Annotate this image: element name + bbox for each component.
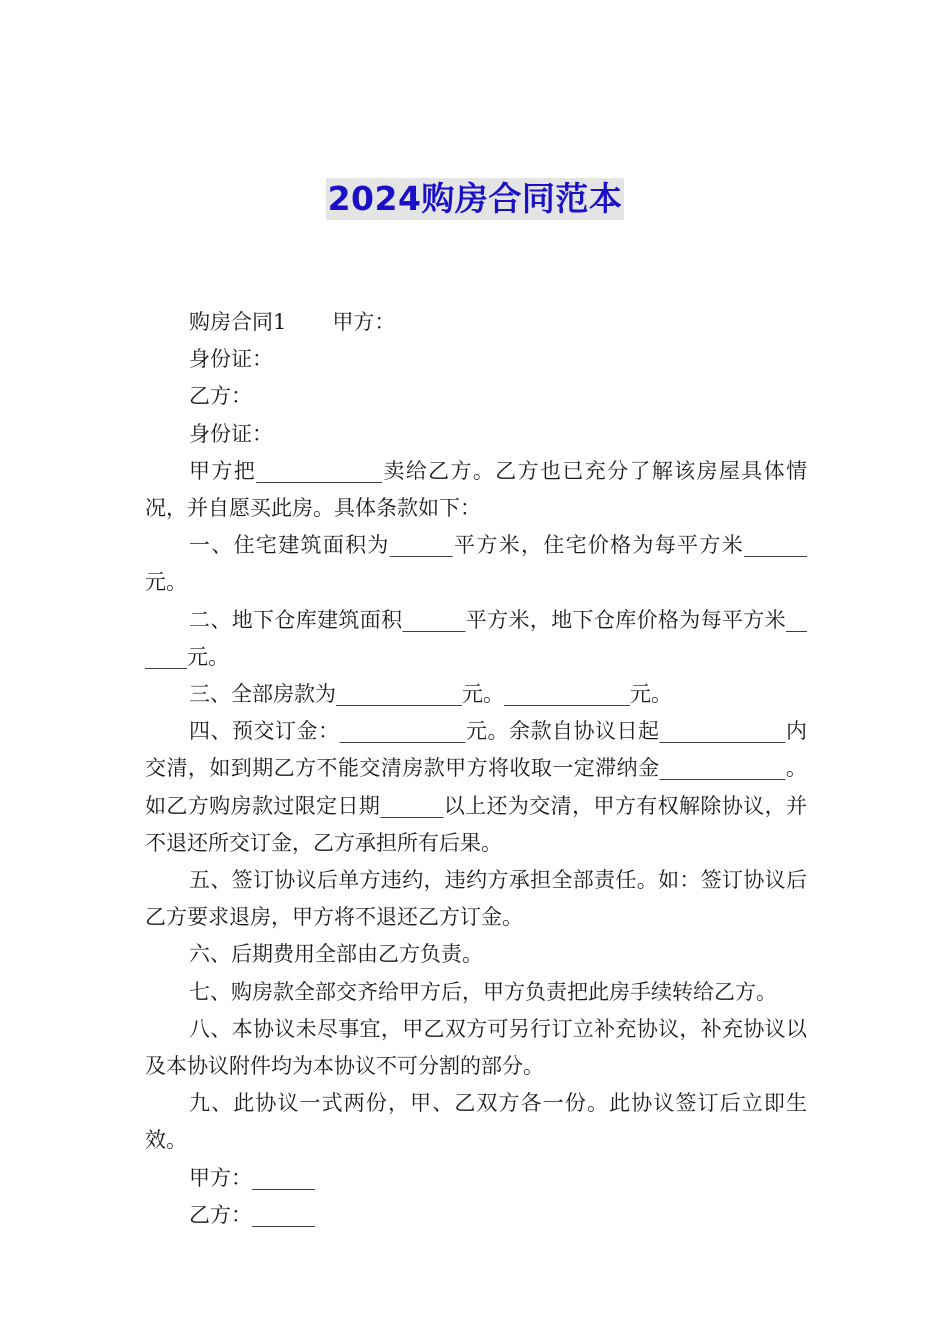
contract-heading-line	[145, 304, 807, 341]
party-a-id-line: 身份证：	[189, 347, 273, 372]
clause-4: 四、预交订金：____________元。余款自协议日起____________内交清，如到期乙方不能交清房款甲方将收取一定滞纳金____________。如乙方购房款过限定日期______以上还为交清，甲方有权解除协议，并不退还所交订金，乙方承担所有后果。	[145, 719, 807, 855]
title-container	[0, 178, 950, 220]
party-b-id-line: 身份证：	[189, 421, 273, 446]
party-b-line: 乙方：	[189, 384, 252, 409]
contract-body	[145, 304, 807, 1234]
signature-party-b: 乙方：______	[189, 1202, 315, 1227]
contract-number: 购房合同1	[189, 310, 287, 334]
clause-9: 九、此协议一式两份，甲、乙双方各一份。此协议签订后立即生效。	[145, 1091, 807, 1153]
intro-paragraph: 甲方把____________卖给乙方。乙方也已充分了解该房屋具体情况，并自愿买此房。具体条款如下：	[145, 458, 807, 521]
clause-3: 三、全部房款为____________元。____________元。	[189, 682, 672, 707]
signature-party-a: 甲方：______	[189, 1165, 315, 1190]
clause-2: 二、地下仓库建筑面积______平方米，地下仓库价格为每平方米______元。	[145, 607, 807, 669]
clause-1: 一、住宅建筑面积为______平方米，住宅价格为每平方米______元。	[145, 533, 807, 595]
clause-7: 七、购房款全部交齐给甲方后，甲方负责把此房手续转给乙方。	[189, 979, 777, 1004]
document-title: 2024购房合同范本	[327, 179, 623, 218]
clause-5: 五、签订协议后单方违约，违约方承担全部责任。如：签订协议后乙方要求退房，甲方将不退还乙方订金。	[145, 868, 807, 930]
clause-8: 八、本协议未尽事宜，甲乙双方可另行订立补充协议，补充协议以及本协议附件均为本协议不可分割的部分。	[145, 1016, 807, 1079]
party-a-label: 甲方：	[332, 310, 396, 334]
clause-6: 六、后期费用全部由乙方负责。	[189, 942, 483, 967]
